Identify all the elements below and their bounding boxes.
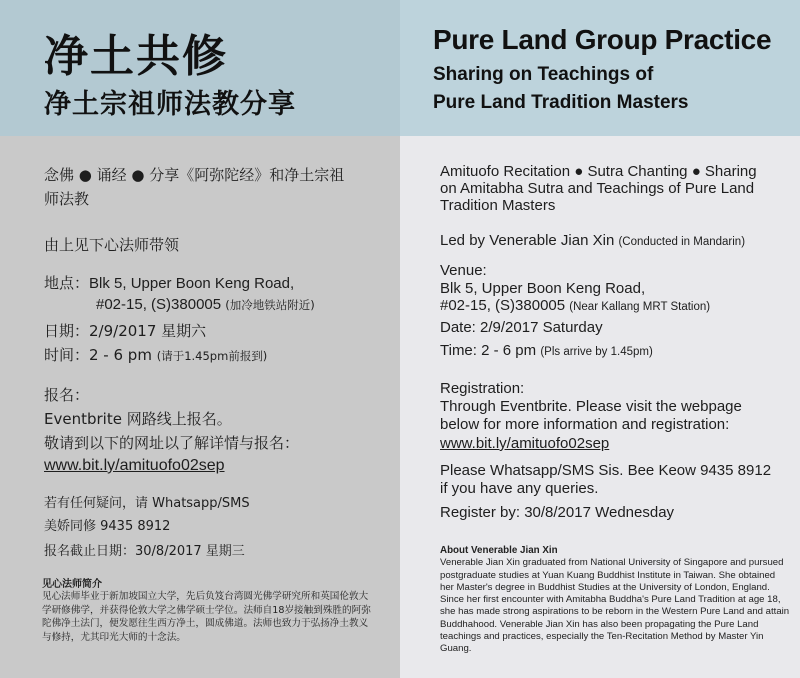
chinese-date: 日期：2/9/2017 星期六 — [44, 322, 207, 340]
english-time-note: (Pls arrive by 1.45pm) — [540, 346, 653, 358]
chinese-registration-link[interactable]: www.bit.ly/amituofo02sep — [44, 457, 225, 474]
english-venue-line2: #02-15, (S)380005 — [440, 297, 566, 314]
english-subtitle-line2: Pure Land Tradition Masters — [433, 92, 689, 113]
english-led-by: Led by Venerable Jian Xin — [440, 232, 615, 249]
english-led-by-row — [440, 232, 745, 249]
chinese-venue-line2: #02-15, (S)380005 — [96, 296, 222, 313]
chinese-bio-title: 见心法师简介 — [42, 579, 102, 590]
chinese-activity-line2: 师法教 — [44, 190, 90, 208]
english-venue-line2-row — [440, 297, 710, 314]
chinese-time: 时间：2 - 6 pm — [44, 346, 152, 364]
chinese-registration-line2: 敬请到以下的网址以了解详情与报名： — [44, 434, 300, 452]
chinese-venue — [44, 272, 294, 293]
english-activity-line2: on Amitabha Sutra and Teachings of Pure Land — [440, 180, 755, 197]
english-registration-link[interactable]: www.bit.ly/amituofo02sep — [440, 435, 610, 452]
english-deadline: Register by: 30/8/2017 Wednesday — [440, 504, 675, 521]
english-venue-note: (Near Kallang MRT Station) — [569, 301, 711, 313]
english-registration-line1: Through Eventbrite. Please visit the webpage — [440, 398, 742, 415]
chinese-venue-note: (加冷地铁站附近) — [225, 298, 315, 312]
english-time-row — [440, 342, 653, 359]
chinese-led-by: 由上见下心法师带领 — [44, 236, 180, 254]
chinese-registration-label: 报名： — [44, 386, 90, 404]
chinese-time-row — [44, 344, 267, 365]
english-bio — [440, 545, 790, 656]
english-registration-label: Registration: — [440, 380, 525, 397]
chinese-deadline: 报名截止日期：30/8/2017 星期三 — [44, 544, 245, 559]
english-bio-text: Venerable Jian Xin graduated from National University of Singapore and pursued postgraduate studies at Yuan Kuang Buddhist Institute in Taiwan. She obtained her Master's degree in Buddhist Studies at the University of London, England. Since her first encounter with Amitabha Buddha's Pure Land Tradition at age 18, she has made strong aspirations to be reborn in the Western Pure Land and attain Buddhahood. Venerable Jian Xin has also been propagating the Pure Land teachings and practices, especially the Ten-Recitation Method by Master Yin Guang. — [440, 557, 790, 655]
english-subtitle-line1: Sharing on Teachings of — [433, 64, 654, 85]
chinese-venue-line1: Blk 5, Upper Boon Keng Road, — [89, 275, 295, 292]
english-query-line1: Please Whatsapp/SMS Sis. Bee Keow 9435 8912 — [440, 462, 772, 479]
english-date: Date: 2/9/2017 Saturday — [440, 319, 603, 336]
english-venue-label: Venue: — [440, 262, 487, 279]
chinese-bio-text: 见心法师毕业于新加坡国立大学，先后负笈台湾圆光佛学研究所和英国伦敦大学研修佛学，并获得伦敦大学之佛学硕士学位。法师自18岁接触到殊胜的阿弥陀佛净土法门，便发愿往生西方净土，圆成佛道。法师也致力于弘扬净土教义与修持，尤其印光大师的十念法。 — [42, 591, 371, 643]
chinese-query-line1: 若有任何疑问，请 Whatsapp/SMS — [44, 496, 250, 511]
english-title: Pure Land Group Practice — [433, 24, 772, 55]
english-registration-line2: below for more information and registration: — [440, 416, 730, 433]
english-bio-title: About Venerable Jian Xin — [440, 545, 558, 556]
english-activity-line1: Amituofo Recitation ● Sutra Chanting ● Sharing — [440, 163, 757, 180]
chinese-activity-line1: 念佛 ● 诵经 ● 分享《阿弥陀经》和净土宗祖 — [44, 166, 345, 184]
chinese-header — [0, 0, 400, 136]
chinese-time-note: (请于1.45pm前报到) — [156, 349, 268, 363]
chinese-subtitle: 净土宗祖师法教分享 — [44, 89, 296, 120]
english-activity-line3: Tradition Masters — [440, 197, 556, 214]
chinese-title: 净土共修 — [44, 31, 228, 82]
english-column — [400, 0, 800, 678]
english-header — [400, 0, 800, 136]
chinese-venue-line2-row — [96, 296, 315, 313]
english-time: Time: 2 - 6 pm — [440, 342, 537, 359]
chinese-query-line2: 美娇同修 9435 8912 — [44, 519, 171, 534]
english-query-line2: if you have any queries. — [440, 480, 599, 497]
english-venue-line1: Blk 5, Upper Boon Keng Road, — [440, 280, 646, 297]
chinese-venue-label: 地点： — [44, 274, 90, 292]
chinese-registration-line1: Eventbrite 网路线上报名。 — [44, 410, 232, 428]
english-led-note: (Conducted in Mandarin) — [618, 236, 746, 248]
